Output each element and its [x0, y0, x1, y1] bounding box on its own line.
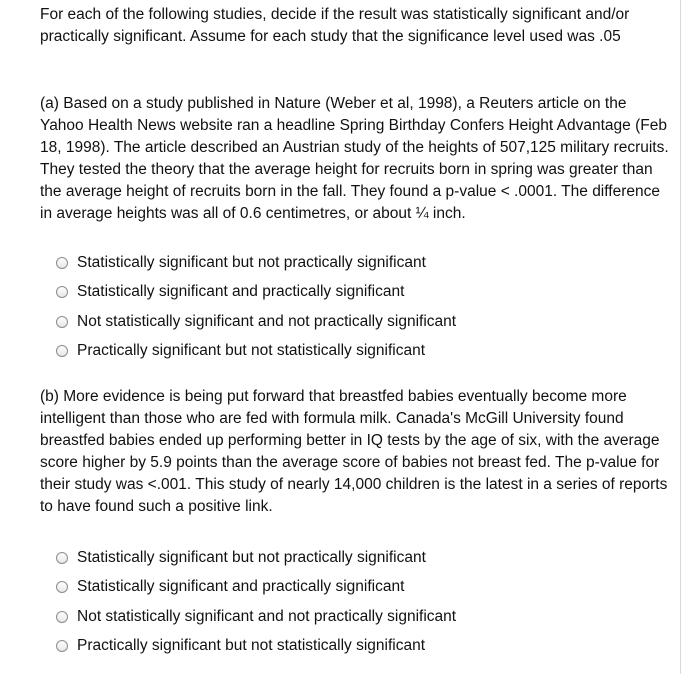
question-b-option-1[interactable]: [56, 543, 456, 573]
radio-button[interactable]: [56, 640, 68, 652]
radio-button[interactable]: [56, 552, 68, 564]
option-label: Statistically significant but not practically significant: [77, 548, 426, 566]
radio-button[interactable]: [56, 316, 68, 328]
radio-button[interactable]: [56, 581, 68, 593]
option-label: Not statistically significant and not practically significant: [77, 607, 457, 625]
question-b-text: (b) More evidence is being put forward that breastfed babies eventually become more intelligent than those who are fed with formula milk. Canada's McGill University found breastfed babies ended up performing better in IQ tests by the age of six, with the average score higher by 5.9 points than the average score of babies not breast fed. The p-value for their study was <.001. This study of nearly 14,000 children is the latest in a series of reports to have found such a positive link.: [40, 388, 668, 515]
radio-button[interactable]: [56, 286, 68, 298]
option-label: Statistically significant but not practically significant: [77, 253, 426, 271]
radio-button[interactable]: [56, 345, 68, 357]
option-label: Statistically significant and practically significant: [77, 578, 405, 596]
radio-button[interactable]: [56, 611, 68, 623]
question-a-option-2[interactable]: [56, 278, 456, 308]
option-label: Practically significant but not statistically significant: [77, 637, 426, 655]
option-label: Statistically significant and practically significant: [77, 283, 405, 301]
question-b-options: [56, 543, 456, 661]
question-b-option-4[interactable]: [56, 632, 456, 662]
question-b-option-2[interactable]: [56, 573, 456, 603]
question-a-text: (a) Based on a study published in Nature (Weber et al, 1998), a Reuters article on the Yahoo Health News website ran a headline Spring Birthday Confers Height Advantage (Feb 18, 1998). The article described an Austrian study of the heights of 507,125 military recruits. They tested the theory that the average height for recruits born in spring was greater than the average height of recruits born in the fall. They found a p-value < .0001. The difference in average heights was all of 0.6 centimetres, or about ¼ inch.: [40, 95, 669, 222]
instructions-text: For each of the following studies, decide if the result was statistically significant and/or practically significant. Assume for each study that the significance level used was .05: [40, 6, 630, 45]
question-a-option-4[interactable]: [56, 337, 456, 367]
question-a-option-1[interactable]: [56, 248, 456, 278]
radio-button[interactable]: [56, 257, 68, 269]
question-b-option-3[interactable]: [56, 602, 456, 632]
option-label: Practically significant but not statistically significant: [77, 342, 426, 360]
option-label: Not statistically significant and not practically significant: [77, 312, 457, 330]
question-a-options: [56, 248, 456, 366]
question-a-option-3[interactable]: [56, 307, 456, 337]
